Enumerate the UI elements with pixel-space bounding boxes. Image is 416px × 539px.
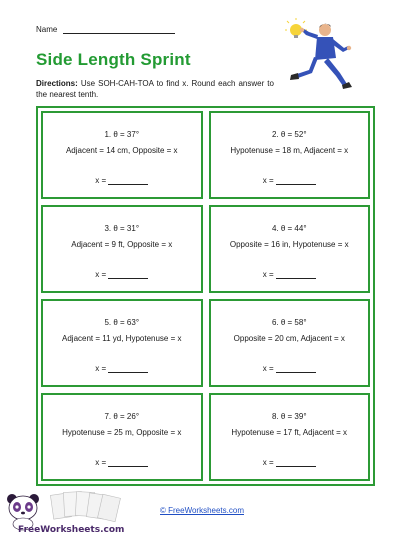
problem-cell <box>209 393 371 481</box>
problem-info: Hypotenuse = 17 ft, Adjacent = x <box>231 428 348 437</box>
answer-row <box>43 270 201 279</box>
problem-heading <box>43 224 201 233</box>
problem-cell <box>41 111 203 199</box>
problem-angle: θ = 58° <box>280 318 307 327</box>
problem-info: Adjacent = 14 cm, Opposite = x <box>65 146 178 155</box>
answer-label: x = <box>262 458 274 467</box>
problem-heading <box>211 318 369 327</box>
problem-cell <box>41 299 203 387</box>
problem-cell <box>209 205 371 293</box>
directions <box>36 78 274 100</box>
problem-number: 3. <box>104 224 112 233</box>
problem-heading <box>43 318 201 327</box>
name-field-row <box>36 25 175 34</box>
answer-row <box>211 458 369 467</box>
problem-number: 7. <box>104 412 112 421</box>
answer-blank[interactable] <box>108 177 148 185</box>
answer-label: x = <box>95 364 107 373</box>
name-input-line[interactable] <box>63 25 175 34</box>
problem-info: Hypotenuse = 25 m, Opposite = x <box>62 428 182 437</box>
answer-blank[interactable] <box>108 365 148 373</box>
answer-blank[interactable] <box>276 177 316 185</box>
problem-info: Opposite = 20 cm, Adjacent = x <box>233 334 345 343</box>
answer-row <box>211 270 369 279</box>
problems-grid <box>36 106 375 486</box>
answer-row <box>43 364 201 373</box>
problem-angle: θ = 44° <box>280 224 307 233</box>
answer-row <box>211 176 369 185</box>
problem-info: Adjacent = 9 ft, Opposite = x <box>71 240 173 249</box>
running-businessman-illustration <box>282 18 360 94</box>
problem-cell <box>41 205 203 293</box>
worksheet-stack-icon <box>50 492 120 522</box>
problem-number: 1. <box>104 130 112 139</box>
problem-cell <box>41 393 203 481</box>
answer-blank[interactable] <box>276 459 316 467</box>
problem-info: Adjacent = 11 yd, Hypotenuse = x <box>62 334 182 343</box>
problem-heading <box>211 130 369 139</box>
problem-heading <box>211 224 369 233</box>
answer-label: x = <box>95 458 107 467</box>
problem-angle: θ = 63° <box>113 318 140 327</box>
answer-label: x = <box>262 270 274 279</box>
answer-label: x = <box>95 270 107 279</box>
answer-blank[interactable] <box>276 271 316 279</box>
problem-number: 8. <box>271 412 279 421</box>
answer-blank[interactable] <box>276 365 316 373</box>
directions-text: Use SOH-CAH-TOA to find x. Round each answer to the nearest tenth. <box>36 79 274 99</box>
directions-label: Directions: <box>36 79 78 88</box>
problem-number: 6. <box>271 318 279 327</box>
problem-heading <box>211 412 369 421</box>
lightbulb-icon <box>285 18 307 38</box>
problem-angle: θ = 52° <box>280 130 307 139</box>
problem-cell <box>209 111 371 199</box>
problem-angle: θ = 26° <box>113 412 140 421</box>
problem-info: Hypotenuse = 18 m, Adjacent = x <box>230 146 349 155</box>
problem-cell <box>209 299 371 387</box>
answer-row <box>43 176 201 185</box>
problem-angle: θ = 39° <box>280 412 307 421</box>
problem-number: 4. <box>271 224 279 233</box>
problem-angle: θ = 37° <box>113 130 140 139</box>
logo-wordmark: FreeWorksheets.com <box>18 525 125 535</box>
name-label: Name <box>36 25 58 34</box>
problem-number: 2. <box>271 130 279 139</box>
answer-label: x = <box>95 176 107 185</box>
answer-label: x = <box>262 364 274 373</box>
answer-blank[interactable] <box>108 271 148 279</box>
answer-label: x = <box>262 176 274 185</box>
page-title: Side Length Sprint <box>36 50 191 69</box>
answer-row <box>43 458 201 467</box>
copyright-link[interactable]: © FreeWorksheets.com <box>160 506 244 515</box>
problem-heading <box>43 130 201 139</box>
freeworksheets-logo <box>4 490 142 536</box>
problem-angle: θ = 31° <box>113 224 140 233</box>
problem-heading <box>43 412 201 421</box>
problem-number: 5. <box>104 318 112 327</box>
answer-row <box>211 364 369 373</box>
problem-info: Opposite = 16 in, Hypotenuse = x <box>229 240 349 249</box>
answer-blank[interactable] <box>108 459 148 467</box>
